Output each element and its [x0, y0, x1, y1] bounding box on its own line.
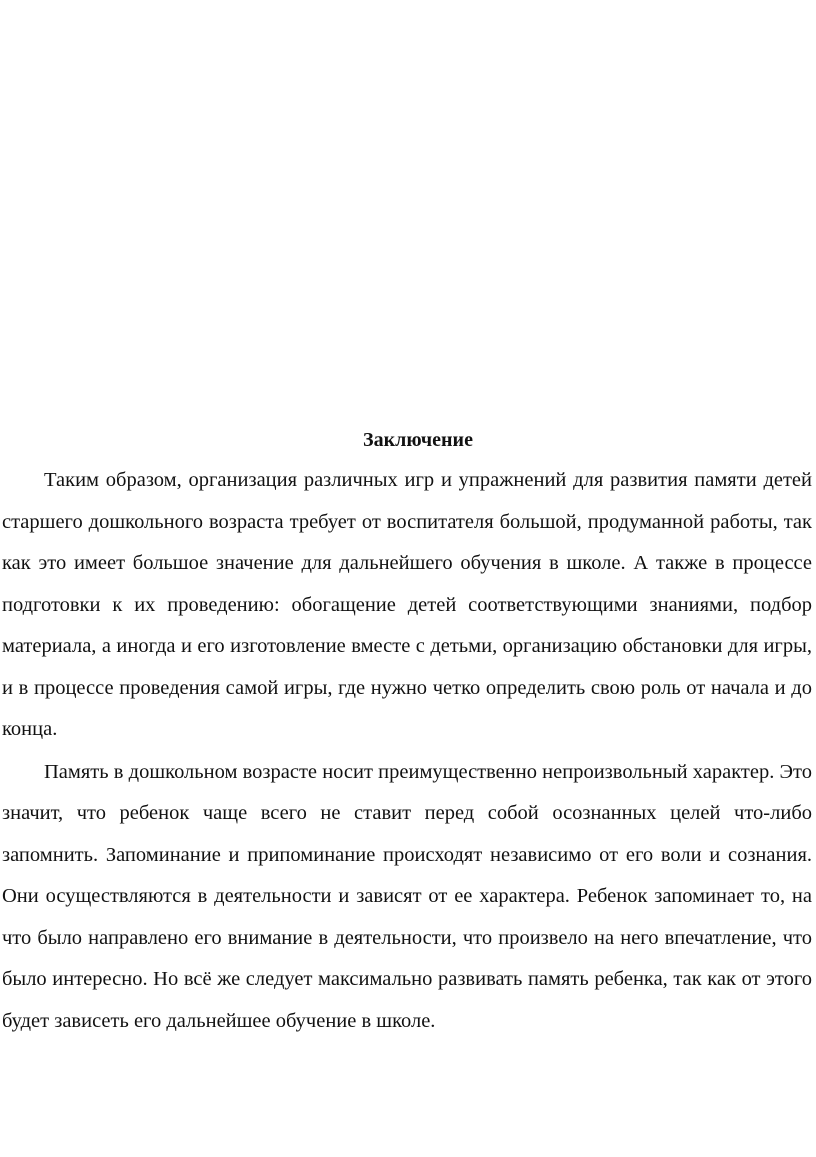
paragraph-2: Память в дошкольном возрасте носит преимущественно непроизвольный характер. Это значит, что ребенок чаще всего не ставит перед собой осознанных целей что-либо запомнить. Запоминание и припоминание происходят независимо от его воли и сознания. Они осуществляются в деятельности и зависят от ее характера. Ребенок запоминает то, на что было направлено его внимание в деятельности, что произвело на него впечатление, что было интересно. Но всё же следует максимально развивать память ребенка, так как от этого будет зависеть его дальнейшее обучение в школе.	[2, 760, 812, 1032]
paragraph-1: Таким образом, организация различных игр и упражнений для развития памяти детей старшего дошкольного возраста требует от воспитателя большой, продуманной работы, так как это имеет большое значение для дальнейшего обучения в школе. А также в процессе подготовки к их проведению: обогащение детей соответствующими знаниями, подбор материала, а иногда и его изготовление вместе с детьми, организацию обстановки для игры, и в процессе проведения самой игры, где нужно четко определить свою роль от начала и до конца.	[2, 469, 812, 740]
section-title: Заключение	[363, 429, 473, 451]
document-body	[2, 420, 812, 1042]
